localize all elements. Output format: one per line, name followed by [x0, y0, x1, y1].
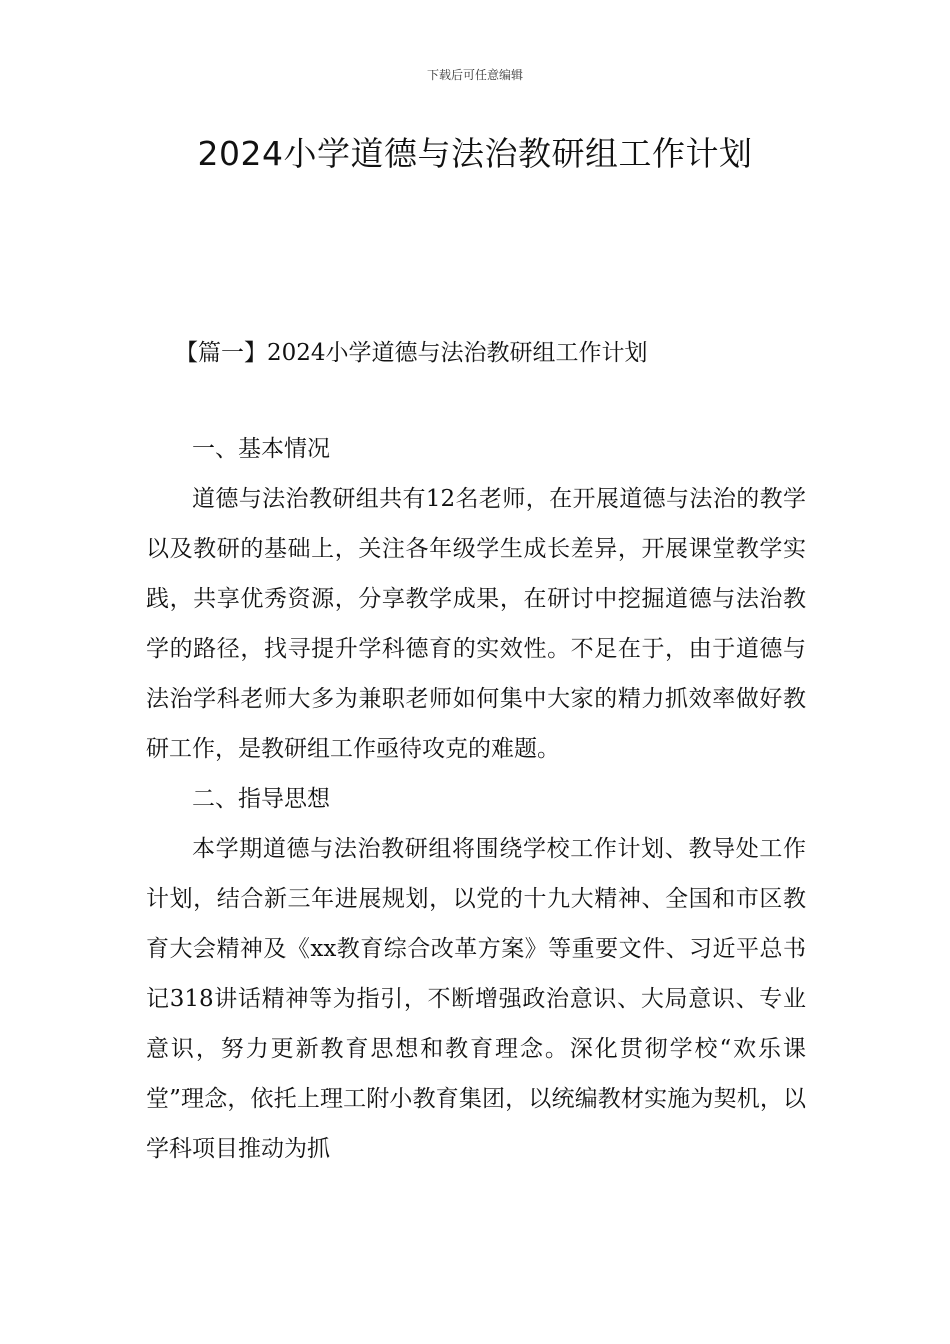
header-note: 下载后可任意编辑	[426, 68, 523, 82]
paragraph-basic-situation: 道德与法治教研组共有12名老师，在开展道德与法治的教学以及教研的基础上，关注各年级学生成长差异，开展课堂教学实践，共享优秀资源，分享教学成果，在研讨中挖掘道德与法治教学的路径，找寻提升学科德育的实效性。不足在于，由于道德与法治学科老师大多为兼职老师如何集中大家的精力抓效率做好教研工作，是教研组工作亟待攻克的难题。	[146, 486, 806, 762]
heading-guiding-thought: 二、指导思想	[192, 786, 330, 812]
document-body	[146, 424, 806, 1174]
document-title: 2024小学道德与法治教研组工作计划	[197, 134, 753, 173]
heading-basic-situation: 一、基本情况	[192, 436, 330, 462]
section-title: 【篇一】2024小学道德与法治教研组工作计划	[175, 340, 648, 366]
paragraph-guiding-thought: 本学期道德与法治教研组将围绕学校工作计划、教导处工作计划，结合新三年进展规划，以党的十九大精神、全国和市区教育大会精神及《xx教育综合改革方案》等重要文件、习近平总书记318讲话精神等为指引，不断增强政治意识、大局意识、专业意识，努力更新教育思想和教育理念。深化贯彻学校“欢乐课堂”理念，依托上理工附小教育集团，以统编教材实施为契机，以学科项目推动为抓	[146, 836, 806, 1162]
